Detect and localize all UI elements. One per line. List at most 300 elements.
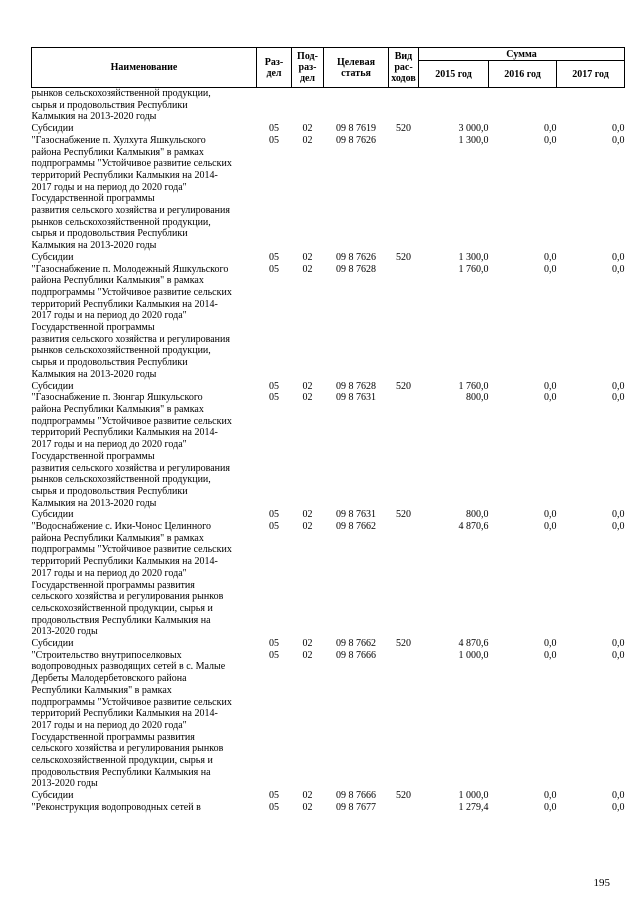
row-sum-2015 [419,439,489,451]
row-sum-2016 [489,299,557,311]
row-name: Государственной программы развития [31,579,195,591]
row-expense-type: 520 [396,380,411,392]
table-row [32,451,625,463]
row-sum-2016 [489,615,557,627]
row-sum-2015 [419,591,489,603]
row-target [324,661,389,673]
row-sum-2017 [557,404,625,416]
row-sum-2015: 4 870,6 [458,521,489,533]
row-sum-2017: 0,0 [612,251,625,263]
row-section [257,345,292,357]
row-sum-2015: 800,0 [466,392,489,404]
row-expense-type [389,322,419,334]
row-section [257,416,292,428]
row-sum-2015 [419,568,489,580]
row-target [324,439,389,451]
row-sum-2017 [557,88,625,100]
row-target [324,158,389,170]
row-sum-2016 [489,556,557,568]
row-name: "Строительство внутрипоселковых [31,649,182,661]
row-sum-2017 [557,591,625,603]
row-expense-type [389,673,419,685]
row-sum-2017 [557,778,625,790]
row-subsection [292,369,324,381]
row-expense-type [389,111,419,123]
row-expense-type [389,451,419,463]
row-target [324,767,389,779]
table-row [32,626,625,638]
row-sum-2016 [489,369,557,381]
row-expense-type [389,404,419,416]
row-expense-type [389,591,419,603]
row-target [324,310,389,322]
row-sum-2016 [489,217,557,229]
table-row [32,381,625,393]
row-subsection [292,580,324,592]
table-row [32,533,625,545]
row-name: 2013-2020 годы [31,778,98,790]
row-section [257,427,292,439]
row-sum-2015 [419,615,489,627]
row-sum-2017 [557,147,625,159]
table-row [32,439,625,451]
row-section [257,697,292,709]
row-section [257,299,292,311]
row-target [324,228,389,240]
table-row [32,778,625,790]
row-name: территорий Республики Калмыкия на 2014- [31,169,218,181]
row-target [324,615,389,627]
row-target: 09 8 7631 [336,509,376,521]
row-name: "Газоснабжение п. Хулхута Яшкульского [31,134,206,146]
row-sum-2015: 4 870,6 [458,638,489,650]
row-expense-type [389,369,419,381]
row-subsection [292,439,324,451]
row-sum-2016 [489,486,557,498]
row-name: 2013-2020 годы [31,626,98,638]
row-name: сельского хозяйства и регулирования рынков [31,591,224,603]
row-sum-2015: 1 279,4 [458,801,489,813]
row-subsection [292,111,324,123]
row-sum-2017 [557,158,625,170]
row-subsection [292,240,324,252]
row-sum-2016 [489,287,557,299]
row-expense-type [389,685,419,697]
row-target [324,357,389,369]
row-target: 09 8 7666 [336,649,376,661]
row-name: района Республики Калмыкия" в рамках [31,146,204,158]
row-sum-2016 [489,310,557,322]
header-subsection: Под- раз- дел [292,48,324,88]
row-sum-2017 [557,310,625,322]
row-name: территорий Республики Калмыкия на 2014- [31,298,218,310]
table-row [32,463,625,475]
row-subsection [292,463,324,475]
header-section: Раз- дел [257,48,292,88]
row-sum-2017 [557,697,625,709]
row-sum-2015 [419,287,489,299]
row-target: 09 8 7662 [336,521,376,533]
row-subsection [292,661,324,673]
row-expense-type [389,802,419,814]
row-expense-type [389,170,419,182]
row-expense-type [389,427,419,439]
row-sum-2016 [489,661,557,673]
table-row [32,252,625,264]
row-subsection [292,287,324,299]
row-expense-type [389,193,419,205]
row-target [324,287,389,299]
row-name: подпрограммы "Устойчивое развитие сельских [31,158,232,170]
table-row [32,802,625,814]
row-name: сырья и продовольствия Республики [31,228,188,240]
row-name: 2017 годы и на период до 2020 года" [31,439,187,451]
table-row [32,147,625,159]
row-sum-2016 [489,451,557,463]
row-sum-2016: 0,0 [544,123,557,135]
row-sum-2015 [419,673,489,685]
row-name: развития сельского хозяйства и регулирования [31,462,230,474]
table-row [32,416,625,428]
row-target [324,673,389,685]
row-section: 05 [269,509,279,521]
row-expense-type [389,474,419,486]
row-sum-2015 [419,404,489,416]
row-sum-2017 [557,498,625,510]
row-sum-2016 [489,334,557,346]
row-section [257,626,292,638]
row-name: сырья и продовольствия Республики [31,357,188,369]
row-expense-type [389,228,419,240]
row-sum-2017 [557,205,625,217]
row-expense-type [389,556,419,568]
row-section [257,673,292,685]
row-target [324,591,389,603]
row-section [257,732,292,744]
row-section [257,88,292,100]
row-sum-2015 [419,603,489,615]
row-name: рынков сельскохозяйственной продукции, [31,216,211,228]
row-expense-type [389,287,419,299]
table-row [32,661,625,673]
row-expense-type [389,580,419,592]
row-target [324,100,389,112]
row-target [324,275,389,287]
row-subsection [292,228,324,240]
row-sum-2015 [419,100,489,112]
row-subsection [292,603,324,615]
row-sum-2016: 0,0 [544,521,557,533]
row-sum-2015: 1 000,0 [458,790,489,802]
row-expense-type [389,310,419,322]
table-row [32,334,625,346]
row-sum-2017: 0,0 [612,263,625,275]
row-sum-2017: 0,0 [612,649,625,661]
table-row [32,427,625,439]
row-sum-2015: 1 000,0 [458,649,489,661]
row-expense-type [389,568,419,580]
row-sum-2016 [489,345,557,357]
row-target [324,404,389,416]
row-sum-2016 [489,743,557,755]
row-name: Субсидии [31,251,74,263]
row-expense-type [389,100,419,112]
row-expense-type [389,416,419,428]
table-row [32,685,625,697]
row-sum-2017 [557,474,625,486]
row-target [324,580,389,592]
row-name: "Реконструкция водопроводных сетей в [31,801,201,813]
row-target [324,170,389,182]
row-target [324,486,389,498]
row-expense-type: 520 [396,123,411,135]
row-section: 05 [269,392,279,404]
row-sum-2015 [419,685,489,697]
row-name: Калмыкия на 2013-2020 годы [31,240,157,252]
row-sum-2016 [489,767,557,779]
row-sum-2016 [489,100,557,112]
row-section [257,205,292,217]
row-section [257,486,292,498]
row-subsection: 02 [302,638,313,650]
row-name: развития сельского хозяйства и регулирования [31,205,230,217]
row-sum-2016 [489,88,557,100]
row-name: района Республики Калмыкия" в рамках [31,532,204,544]
row-sum-2017 [557,463,625,475]
row-section: 05 [269,801,279,813]
row-target [324,603,389,615]
table-row [32,322,625,334]
table-row [32,568,625,580]
row-sum-2017 [557,334,625,346]
row-section [257,463,292,475]
row-target [324,205,389,217]
row-target [324,743,389,755]
row-sum-2017 [557,615,625,627]
row-sum-2015 [419,147,489,159]
row-sum-2015 [419,345,489,357]
row-section [257,275,292,287]
row-section [257,111,292,123]
row-subsection [292,182,324,194]
table-row [32,708,625,720]
row-sum-2015 [419,310,489,322]
row-sum-2017 [557,451,625,463]
row-section [257,544,292,556]
row-subsection [292,275,324,287]
row-subsection: 02 [302,649,313,661]
row-target [324,322,389,334]
row-target [324,708,389,720]
row-sum-2016: 0,0 [544,790,557,802]
table-row [32,170,625,182]
row-subsection [292,147,324,159]
row-target [324,778,389,790]
row-name: территорий Республики Калмыкия на 2014- [31,556,218,568]
table-row [32,603,625,615]
row-sum-2015 [419,88,489,100]
row-subsection [292,685,324,697]
header-year-2016: 2016 год [489,61,557,88]
row-sum-2015 [419,755,489,767]
row-sum-2017 [557,568,625,580]
row-target [324,345,389,357]
row-name: Республики Калмыкия" в рамках [31,684,172,696]
row-target [324,755,389,767]
row-section [257,603,292,615]
row-target [324,474,389,486]
row-section [257,451,292,463]
row-sum-2016 [489,205,557,217]
row-section [257,158,292,170]
row-sum-2017 [557,673,625,685]
row-expense-type [389,463,419,475]
row-section [257,147,292,159]
row-section: 05 [269,790,279,802]
row-target: 09 8 7626 [336,251,376,263]
row-sum-2017 [557,170,625,182]
row-sum-2016: 0,0 [544,801,557,813]
row-sum-2016 [489,533,557,545]
row-subsection [292,474,324,486]
row-subsection [292,533,324,545]
table-row [32,217,625,229]
row-section [257,720,292,732]
row-subsection: 02 [302,509,313,521]
row-subsection [292,568,324,580]
table-row [32,404,625,416]
row-sum-2017 [557,743,625,755]
row-sum-2016 [489,193,557,205]
row-target: 09 8 7619 [336,123,376,135]
table-row [32,299,625,311]
row-sum-2017 [557,299,625,311]
table-row [32,158,625,170]
row-sum-2015 [419,357,489,369]
row-target [324,369,389,381]
row-name: района Республики Калмыкия" в рамках [31,403,204,415]
row-sum-2017 [557,661,625,673]
table-row [32,720,625,732]
table-row [32,580,625,592]
table-row [32,182,625,194]
row-sum-2017 [557,182,625,194]
row-section [257,778,292,790]
row-name: Субсидии [31,380,74,392]
row-sum-2017: 0,0 [612,801,625,813]
row-sum-2017: 0,0 [612,380,625,392]
table-row [32,556,625,568]
row-section [257,287,292,299]
row-sum-2016 [489,439,557,451]
row-sum-2015 [419,217,489,229]
row-sum-2015: 1 300,0 [458,134,489,146]
row-section [257,591,292,603]
row-name: сельского хозяйства и регулирования рынков [31,743,224,755]
row-expense-type [389,732,419,744]
row-sum-2017 [557,240,625,252]
row-subsection [292,451,324,463]
row-expense-type [389,182,419,194]
row-sum-2017 [557,100,625,112]
row-name: сельскохозяйственной продукции, сырья и [31,755,213,767]
row-name: Субсидии [31,123,74,135]
table-row [32,486,625,498]
row-target: 09 8 7662 [336,638,376,650]
row-sum-2016: 0,0 [544,251,557,263]
row-sum-2017: 0,0 [612,790,625,802]
table-row [32,638,625,650]
row-section: 05 [269,251,279,263]
row-expense-type [389,755,419,767]
row-section [257,100,292,112]
header-target: Целевая статья [324,48,389,88]
row-subsection [292,345,324,357]
row-sum-2017 [557,439,625,451]
row-target [324,720,389,732]
row-target [324,685,389,697]
row-sum-2015 [419,778,489,790]
row-sum-2015: 800,0 [466,509,489,521]
row-sum-2015 [419,463,489,475]
row-sum-2017 [557,603,625,615]
row-sum-2017 [557,275,625,287]
row-subsection [292,778,324,790]
row-sum-2015 [419,275,489,287]
row-sum-2017 [557,322,625,334]
row-name: "Газоснабжение п. Молодежный Яшкульского [31,263,229,275]
row-subsection [292,88,324,100]
row-subsection [292,720,324,732]
row-section [257,322,292,334]
row-expense-type [389,708,419,720]
table-row [32,732,625,744]
row-name: Дербеты Малодербетовского района [31,673,187,685]
row-sum-2015: 1 760,0 [458,263,489,275]
row-expense-type [389,743,419,755]
row-section [257,615,292,627]
row-subsection [292,626,324,638]
row-sum-2016 [489,275,557,287]
table-row [32,264,625,276]
row-expense-type [389,275,419,287]
row-expense-type [389,240,419,252]
row-subsection [292,205,324,217]
row-target [324,568,389,580]
row-section: 05 [269,649,279,661]
row-name: Калмыкия на 2013-2020 годы [31,111,157,123]
row-name: 2017 годы и на период до 2020 года" [31,719,187,731]
row-sum-2015 [419,743,489,755]
row-subsection [292,486,324,498]
row-sum-2016 [489,427,557,439]
row-expense-type [389,767,419,779]
row-sum-2017 [557,228,625,240]
row-name: Государственной программы [31,322,155,334]
table-row [32,135,625,147]
row-name: подпрограммы "Устойчивое развитие сельских [31,544,232,556]
row-sum-2016 [489,404,557,416]
row-sum-2015 [419,228,489,240]
row-name: района Республики Калмыкия" в рамках [31,275,204,287]
table-row [32,275,625,287]
row-target [324,732,389,744]
row-sum-2016 [489,240,557,252]
row-name: Государственной программы [31,450,155,462]
row-subsection [292,498,324,510]
row-name: сельскохозяйственной продукции, сырья и [31,602,213,614]
row-expense-type [389,650,419,662]
